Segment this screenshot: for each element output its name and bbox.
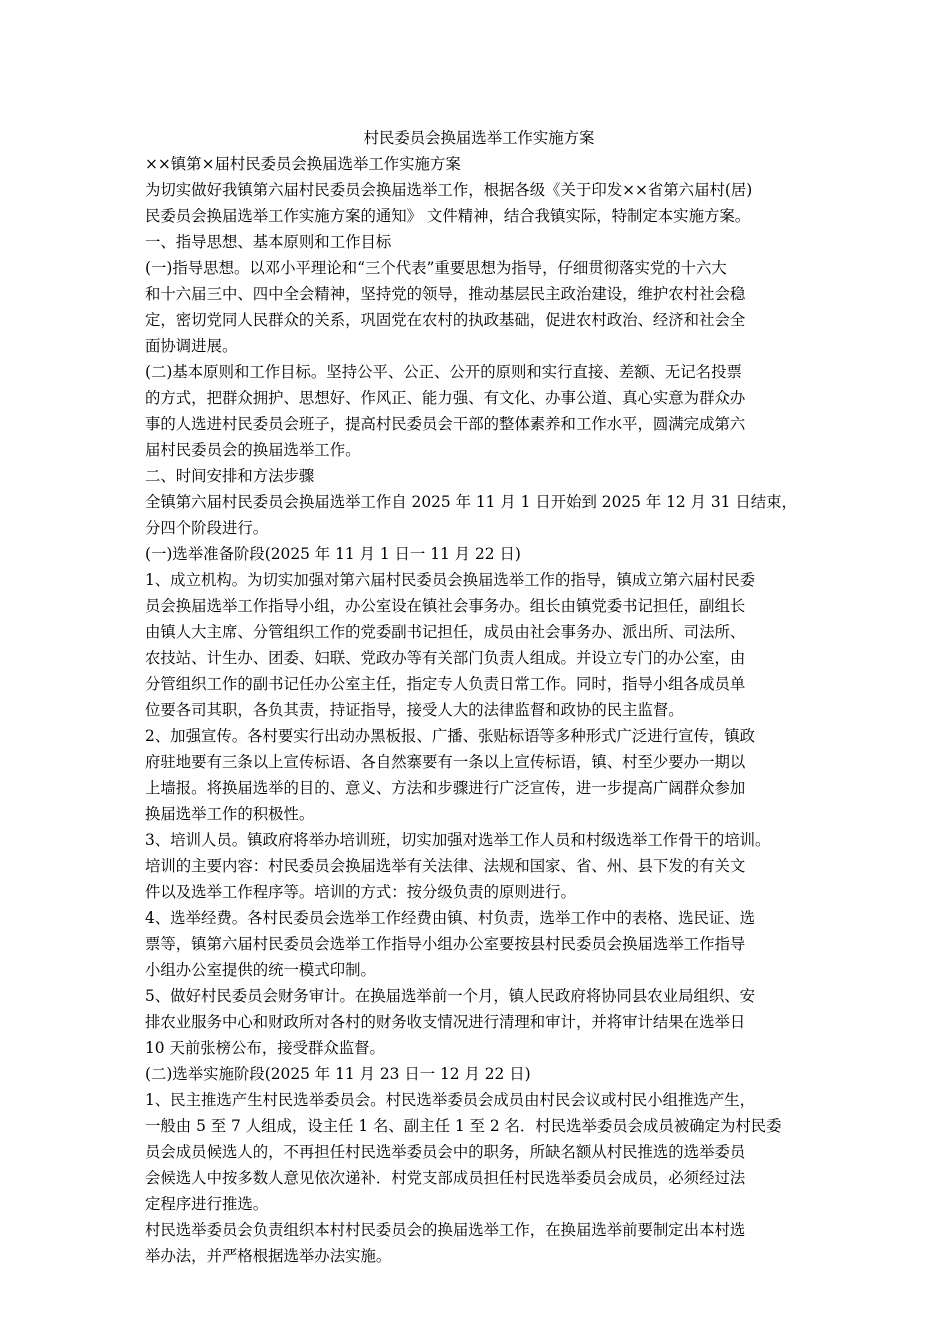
text-line: 2、加强宣传。各村要实行出动办黑板报、广播、张贴标语等多种形式广泛进行宣传，镇政 xyxy=(145,727,756,745)
text-line: 1、民主推选产生村民选举委员会。村民选举委员会成员由村民会议或村民小组推选产生， xyxy=(145,1091,756,1109)
text-line: 件以及选举工作程序等。培训的方式：按分级负责的原则进行。 xyxy=(145,883,576,901)
text-line: 员会成员候选人的，不再担任村民选举委员会中的职务，所缺名额从村民推选的选举委员 xyxy=(145,1143,746,1161)
text-line: 员会换届选举工作指导小组，办公室设在镇社会事务办。组长由镇党委书记担任，副组长 xyxy=(145,597,746,615)
text-line: 一、指导思想、基本原则和工作目标 xyxy=(145,233,392,251)
paragraph xyxy=(145,983,813,1061)
text-line: 和十六届三中、四中全会精神，坚持党的领导，推动基层民主政治建设，维护农村社会稳 xyxy=(145,285,746,303)
text-line: 小组办公室提供的统一模式印制。 xyxy=(145,961,376,979)
text-line: (一)选举准备阶段(2025 年 11 月 1 日一 11 月 22 日) xyxy=(145,545,521,563)
text-line: 举办法，并严格根据选举办法实施。 xyxy=(145,1247,392,1265)
text-line: 民委员会换届选举工作实施方案的通知》 文件精神，结合我镇实际，特制定本实施方案。 xyxy=(145,207,751,225)
text-line: ××镇第×届村民委员会换届选举工作实施方案 xyxy=(145,155,461,173)
text-line: 定，密切党同人民群众的关系，巩固党在农村的执政基础，促进农村政治、经济和社会全 xyxy=(145,311,746,329)
paragraph xyxy=(145,567,813,723)
document-title: 村民委员会换届选举工作实施方案 xyxy=(363,129,595,147)
paragraph-list xyxy=(145,151,813,1269)
text-line: 5、做好村民委员会财务审计。在换届选举前一个月，镇人民政府将协同县农业局组织、安 xyxy=(145,987,756,1005)
paragraph xyxy=(145,229,813,255)
paragraph xyxy=(145,723,813,827)
text-line: 事的人选进村民委员会班子，提高村民委员会干部的整体素养和工作水平，圆满完成第六 xyxy=(145,415,746,433)
text-line: 全镇第六届村民委员会换届选举工作自 2025 年 11 月 1 日开始到 2025 年 12 月 31 日结束， xyxy=(145,493,797,511)
paragraph xyxy=(145,1061,813,1087)
paragraph xyxy=(145,151,813,177)
text-line: 上墙报。将换届选举的目的、意义、方法和步骤进行广泛宣传，进一步提高广阔群众参加 xyxy=(145,779,746,797)
text-line: 面协调进展。 xyxy=(145,337,238,355)
text-line: 3、培训人员。镇政府将举办培训班，切实加强对选举工作人员和村级选举工作骨干的培训。 xyxy=(145,831,771,849)
paragraph xyxy=(145,1087,813,1217)
text-line: (一)指导思想。以邓小平理论和“三个代表”重要思想为指导，仔细贯彻落实党的十六大 xyxy=(145,259,727,277)
text-line: (二)基本原则和工作目标。坚持公平、公正、公开的原则和实行直接、差额、无记名投票 xyxy=(145,363,742,381)
text-line: 府驻地要有三条以上宣传标语、各自然寨要有一条以上宣传标语，镇、村至少要办一期以 xyxy=(145,753,746,771)
text-line: 排农业服务中心和财政所对各村的财务收支情况进行清理和审计，并将审计结果在选举日 xyxy=(145,1013,746,1031)
text-line: 票等，镇第六届村民委员会选举工作指导小组办公室要按县村民委员会换届选举工作指导 xyxy=(145,935,746,953)
paragraph xyxy=(145,905,813,983)
text-line: 分管组织工作的副书记任办公室主任，指定专人负责日常工作。同时，指导小组各成员单 xyxy=(145,675,746,693)
text-line: 由镇人大主席、分管组织工作的党委副书记担任，成员由社会事务办、派出所、司法所、 xyxy=(145,623,746,641)
text-line: 1、成立机构。为切实加强对第六届村民委员会换届选举工作的指导，镇成立第六届村民委 xyxy=(145,571,756,589)
text-line: 培训的主要内容：村民委员会换届选举有关法律、法规和国家、省、州、县下发的有关文 xyxy=(145,857,746,875)
text-line: 二、时间安排和方法步骤 xyxy=(145,467,315,485)
paragraph xyxy=(145,827,813,905)
paragraph xyxy=(145,1217,813,1269)
text-line: 位要各司其职，各负其责，持证指导，接受人大的法律监督和政协的民主监督。 xyxy=(145,701,684,719)
document-body xyxy=(145,125,813,1269)
text-line: 一般由 5 至 7 人组成，设主任 1 名、副主任 1 至 2 名．村民选举委员会成员被确定为村民委 xyxy=(145,1117,782,1135)
paragraph xyxy=(145,255,813,359)
text-line: 会候选人中按多数人意见依次递补．村党支部成员担任村民选举委员会成员，必须经过法 xyxy=(145,1169,746,1187)
paragraph xyxy=(145,177,813,229)
text-line: 4、选举经费。各村民委员会选举工作经费由镇、村负责，选举工作中的表格、选民证、选 xyxy=(145,909,756,927)
paragraph xyxy=(145,541,813,567)
text-line: 为切实做好我镇第六届村民委员会换届选举工作，根据各级《关于印发××省第六届村(居) xyxy=(145,181,753,199)
text-line: 10 天前张榜公布，接受群众监督。 xyxy=(145,1039,385,1057)
text-line: 定程序进行推选。 xyxy=(145,1195,269,1213)
text-line: 村民选举委员会负责组织本村村民委员会的换届选举工作，在换届选举前要制定出本村选 xyxy=(145,1221,746,1239)
text-line: (二)选举实施阶段(2025 年 11 月 23 日一 12 月 22 日) xyxy=(145,1065,531,1083)
text-line: 分四个阶段进行。 xyxy=(145,519,269,537)
text-line: 届村民委员会的换届选举工作。 xyxy=(145,441,361,459)
paragraph xyxy=(145,489,813,541)
text-line: 换届选举工作的积极性。 xyxy=(145,805,315,823)
paragraph xyxy=(145,359,813,463)
text-line: 农技站、计生办、团委、妇联、党政办等有关部门负责人组成。并设立专门的办公室，由 xyxy=(145,649,746,667)
paragraph xyxy=(145,463,813,489)
text-line: 的方式，把群众拥护、思想好、作风正、能力强、有文化、办事公道、真心实意为群众办 xyxy=(145,389,746,407)
